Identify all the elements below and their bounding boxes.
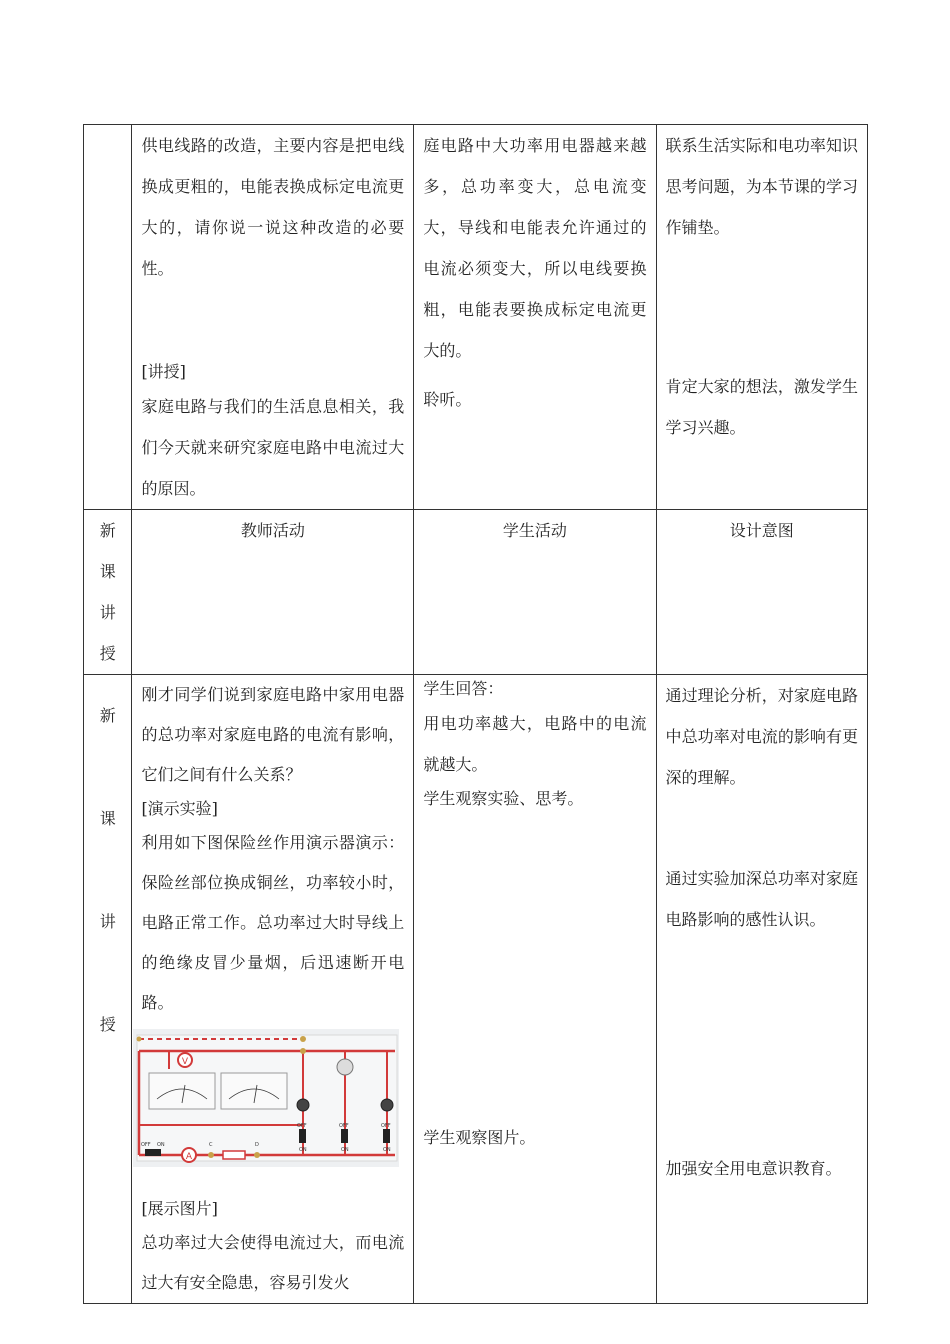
voltmeter-symbol: V [182,1057,189,1067]
main-intent-text-1: 通过理论分析，对家庭电路中总功率对电流的影响有更深的理解。 [665,686,858,787]
main-student-cell [414,675,656,1304]
main-teacher-text-1: 刚才同学们说到家庭电路中家用电器的总功率对家庭电路的电流有影响，它们之间有什么关系？ [141,685,405,784]
spacer [666,798,858,858]
switch-on-label: ON [341,1147,350,1153]
fuse-demonstrator-photo [133,1029,399,1167]
spacer [666,248,858,366]
header-student: 学生活动 [414,510,656,675]
main-switch-off-label: OFF [141,1142,152,1148]
main-student-text-2: 用电功率越大，电路中的电流就越大。 [423,714,647,774]
switch-off-label: OFF [297,1123,308,1129]
side-char: 新 [99,706,116,725]
switch-on-label: ON [299,1147,308,1153]
header-intent: 设计意图 [656,510,867,675]
lesson-plan-table [83,124,868,1304]
intro-teacher-text-1: 供电线路的改造，主要内容是把电线换成更粗的，电能表换成标定电流更大的，请你说一说这种改造的必要性。 [141,136,405,278]
intro-lecture-label: [讲授] [141,362,186,381]
spacer [666,940,858,1148]
main-intent-text-3: 加强安全用电意识教育。 [665,1159,842,1178]
main-section-cell [84,675,132,1304]
intro-student-cell [414,125,656,510]
intro-row [84,125,868,510]
picture-label: [展示图片] [141,1199,218,1218]
main-student-text-3: 学生观察实验、思考。 [423,789,584,808]
switch-off-label: OFF [381,1123,392,1129]
main-teacher-text-2: 利用如下图保险丝作用演示器演示：保险丝部位换成铜丝，功率较小时，电路正常工作。总功率过大时导线上的绝缘皮冒少量烟，后迅速断开电路。 [141,833,405,1012]
intro-teacher-text-2: 家庭电路与我们的生活息息相关，我们今天就来研究家庭电路中电流过大的原因。 [141,397,405,498]
switch-off-label: OFF [339,1123,350,1129]
main-student-text-4: 学生观察图片。 [423,1128,536,1147]
main-teacher-cell [132,675,414,1304]
header-row [84,510,868,675]
intro-section-cell [84,125,132,510]
side-char: 课 [99,809,116,828]
main-teacher-text-3: 总功率过大会使得电流过大，而电流过大有安全隐患，容易引发火 [141,1233,405,1292]
header-section: 新课讲授 [84,510,132,675]
main-intent-cell [656,675,867,1304]
intro-intent-cell [656,125,867,510]
terminal-c-label: C [209,1142,213,1148]
main-student-text-1: 学生回答： [423,679,504,698]
header-teacher: 教师活动 [132,510,414,675]
terminal-d-label: D [255,1142,260,1148]
intro-teacher-cell [132,125,414,510]
ammeter-symbol: A [186,1152,193,1162]
intro-student-text-1: 庭电路中大功率用电器越来越多，总功率变大，总电流变大，导线和电能表允许通过的电流必须变大，所以电线要换粗，电能表要换成标定电流更大的。 [423,136,647,360]
main-row [84,675,868,1304]
main-switch-on-label: ON [157,1142,166,1148]
switch-on-label: ON [383,1147,392,1153]
side-char: 讲 [99,912,116,931]
intro-intent-text-2: 肯定大家的想法，激发学生学习兴趣。 [665,377,858,437]
intro-intent-text-1: 联系生活实际和电功率知识思考问题，为本节课的学习作铺垫。 [665,136,858,237]
main-intent-text-2: 通过实验加深总功率对家庭电路影响的感性认识。 [665,869,858,929]
intro-student-text-2: 聆听。 [423,390,472,409]
side-char: 授 [99,1015,116,1034]
demo-label: [演示实验] [141,799,218,818]
spacer [423,813,646,1117]
spacer [141,289,404,351]
